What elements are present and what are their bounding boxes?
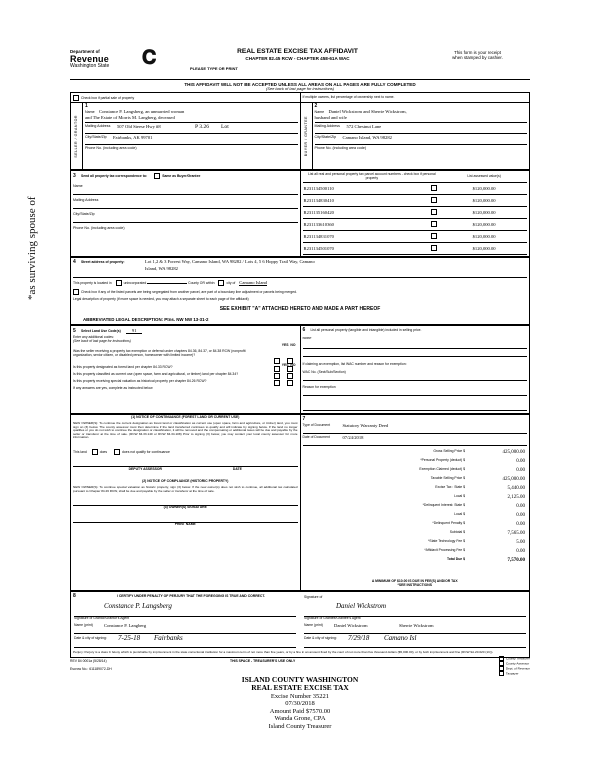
tax-correspondence-box: 3 Send all property tax correspondence to: Same as Buyer/Grantee Name Mailing Address City/State/Zip Phone No. (including area code) (71, 171, 301, 257)
buyer-name-field[interactable]: Name Daniel Wickstrom and Sherrie Wickstrom, husband and wife (315, 110, 528, 123)
buyer-phone-field[interactable]: Phone No. (including area code) (314, 146, 367, 151)
box5-land-use: 5 Select Land Use Code(s) 91 Enter any additional codes: (See back of last page for instructions) Was the seller receiving a property tax exemption or deferral under chapters 84.36, 84.37, or 84.38 RCW (nonprofit organization, senior citizen, or disabled person, homeowner with limited income)? YES NO YES NO Is this property designated as forest land per chapter 84.33 RCW? Is this property classified as current use (open space, farm and agricultural, or timber) land per chapter 84.34? Is this property receiving special valuation as historical property per chapter 84.26 RCW? If any answers are yes, complete as instructed below (71, 326, 301, 414)
land-use-code-value[interactable]: 91 (126, 328, 143, 334)
tax-row: Gross Selling Price $ 425,000.00 (433, 448, 525, 455)
copy-distribution: County Treasurer County Assessor Dept. of Revenue Taxpayer (499, 656, 530, 676)
parcel-header: List all real and personal property tax parcel account numbers - check box if personal property (303, 172, 442, 182)
seller-box: SELLER / GRANTOR 1 Name Constance P. Langsberg, an unmarried woman and The Estate of Morris M. Langberg, deceased Mailing Address 507 Old Steese Hwy #8 P 3.26 Lot City/State/Zip Fairbanks, AK 99701 Phone No. (including area code) (71, 103, 301, 170)
legal-desc-label: Legal description of property (if more space is needed, you may attach a separate sheet to each page of the affidavit) (73, 297, 249, 302)
exemption-yes-checkbox[interactable] (274, 358, 280, 364)
buyer-box: BUYER / GRANTEE 2 Name Daniel Wickstrom and Sherrie Wickstrom, husband and wife Mailing Address 572 Chestnut Lane City/State/Zip Camano Island, WA 98282 Phone No. (including area code) (300, 103, 530, 170)
continuance-and-tax-table (70, 414, 530, 591)
box6-personal-property: 6 List all personal property (tangible and intangible) included in selling price. none If claiming an exemption, list WAC number and reason for exemption: WAC No. (Sect/Sub/Section) Reason for exemption (300, 326, 530, 414)
corr-citystatezip-field[interactable]: City/State/Zip (73, 212, 298, 223)
city-checkbox[interactable] (218, 280, 224, 286)
department-logo: Department of Revenue Washington State (70, 49, 110, 70)
corr-mailing-field[interactable]: Mailing Address (73, 198, 298, 209)
accept-warning: THIS AFFIDAVIT WILL NOT BE ACCEPTED UNLESS ALL AREAS ON ALL PAGES ARE FULLY COMPLETED (70, 79, 530, 87)
segregation-line: Check box if any of the listed parcels are being segregated from another parcel, are part of a boundary line adjustment or parcels being merged. (73, 289, 527, 295)
table-row: R231133610360 $120,000.00 (303, 219, 528, 231)
tax-row: Local $ 2,125.00 (454, 493, 525, 500)
tax-row: Exemption Claimed (deduct) $ 0.00 (419, 466, 525, 473)
print-instruction: PLEASE TYPE OR PRINT (190, 66, 238, 71)
handwritten-annotation: *as surviving spouse of (26, 196, 38, 300)
buyer-mailing-field[interactable]: Mailing Address 572 Chestnut Lane (315, 124, 528, 134)
tax-row: Subtotal $ 7,565.00 (449, 529, 525, 536)
historic-no-checkbox[interactable] (287, 380, 293, 386)
parties-table (70, 92, 530, 170)
tax-row: *Personal Property (deduct) $ 0.00 (420, 457, 525, 464)
tax-row: *Delinquent Interest: State $ 0.00 (422, 502, 525, 509)
personal-property-checkbox[interactable] (431, 233, 437, 239)
wac-number-field[interactable]: WAC No. (Sect/Sub/Section) (303, 370, 528, 381)
escrow-number: Escrow No.: 611189072-DH (70, 666, 112, 671)
forest-land-yes-checkbox[interactable] (274, 366, 280, 372)
form-header (70, 45, 530, 79)
table-row: R231135160420 $120,000.00 (303, 207, 528, 219)
partial-sale-checkbox[interactable] (73, 95, 79, 101)
same-as-buyer-checkbox[interactable] (154, 173, 160, 179)
tax-row: *Affidavit Processing Fee $ 0.00 (424, 547, 525, 554)
corr-phone-field[interactable]: Phone No. (including area code) (73, 225, 125, 230)
assessed-value-header: List assessed value(s) (441, 172, 527, 182)
multiple-owners-cell: If multiple owners, list percentage of ownership next to name. (300, 93, 530, 103)
tax-row-total: Total Due $ 7,570.00 (446, 556, 525, 563)
abbreviated-legal: ABBREVIATED LEGAL DESCRIPTION: Ptns. NW NW 13-31-2 (83, 316, 209, 322)
revenue-swirl-icon: 𝐂 (142, 47, 157, 69)
form-title: REAL ESTATE EXCISE TAX AFFIDAVIT CHAPTER 82.45 RCW - CHAPTER 458-61A WAC (237, 48, 358, 61)
document-date-field[interactable]: Date of Document 07/24/2018 (303, 435, 528, 446)
parcel-list-box (300, 171, 530, 257)
footer-bar: REV 84 0001a (5/28/14) THIS SPACE - TREASURER'S USE ONLY County Treasurer County Assessor Dept. of Revenue Taxpayer Escrow No.: 611189072-DH (70, 655, 530, 675)
unincorporated-checkbox[interactable] (116, 280, 122, 286)
does-not-qualify-checkbox[interactable] (114, 449, 120, 455)
tax-row: Local $ 0.00 (454, 511, 525, 518)
forest-land-no-checkbox[interactable] (287, 366, 293, 372)
grantee-signature: Daniel Wickstrom (336, 602, 387, 611)
accept-warning-sub: (See back of last page for instructions) (265, 85, 335, 91)
perjury-note: Perjury: Perjury is a class C felony which is punishable by imprisonment in the state correctional institution for a maximum term of not more than five years, or by a fine in an amount fixed by the court of not more than five thousand dollars ($5,000.00), or by both imprisonment and fine (RCW 9A.20.020 (1C)). (73, 650, 494, 655)
exemption-reason-field[interactable]: Reason for exemption (303, 385, 528, 396)
historic-yes-checkbox[interactable] (274, 380, 280, 386)
tax-row: Excise Tax : State $ 5,440.00 (435, 484, 525, 491)
buyer-band: BUYER / GRANTEE (301, 103, 313, 169)
seller-citystatezip-field[interactable]: City/State/Zip Fairbanks, AK 99701 (85, 135, 298, 145)
copy-taxpayer-checkbox[interactable] (499, 671, 504, 676)
box8-certification: 8 I CERTIFY UNDER PENALTY OF PERJURY THAT THE FOREGOING IS TRUE AND CORRECT. Constance P. Langsberg Signature of Grantor/Grantor's Agent Name (print) Constance P. Langberg Date & city of signing: 7-25-18 Fairbanks Signature of Daniel Wickstrom Signature of Grantee/Grantee's Agent Name (print) Daniel Wickstrom Sherrie Wickstrom Date & city of signing: 7/29/18 Camano Isl Perjury: Perjury is a class C felony which is punishable by imprisonment in the state correctional institution for a maximum term of not more than five years, or by a fine in an amount fixed by the court of not more than five thousand dollars ($5,000.00), or by both imprisonment and fine (RCW 9A.20.020 (1C)). (70, 591, 530, 658)
table-row: R231134501070 $120,000.00 (303, 243, 528, 255)
tax-row: Taxable Selling Price $ 425,000.00 (430, 475, 525, 482)
seller-name-field[interactable]: Name Constance P. Langsberg, an unmarried woman and The Estate of Morris M. Langberg, deceased (85, 110, 298, 123)
grantor-signature-cell: Constance P. Langsberg Signature of Grantor/Grantor's Agent Name (print) Constance P. Langberg Date & city of signing: 7-25-18 Fairbanks (73, 601, 300, 649)
box3-table (70, 170, 530, 257)
seller-mailing-field[interactable]: Mailing Address 507 Old Steese Hwy #8 P 3.26 Lot (85, 124, 298, 134)
seller-band: SELLER / GRANTOR (71, 103, 83, 169)
location-line: This property is located in unincorporated County OR within city of Camano Island (73, 280, 267, 286)
box4-property-address: 4 Street address of property: Lot 1,2 & 3 Forrest Way, Camano Island, WA 98282 / Lots 4, 5 6 Hoppy Trail Way, Camano Island, WA 98282 This property is located in unincorporated County OR within city of Camano Island Check box if any of the listed parcels are being segregated from another parcel, are part of a boundary line adjustment or parcels being merged. Legal description of property (if more space is needed, you may attach a separate sheet to each page of the affidavit) SEE EXHIBIT "A" ATTACHED HERETO AND MADE A PART HEREOF ABBREVIATED LEGAL DESCRIPTION: Ptns. NW NW 13-31-2 (70, 257, 530, 325)
table-row: R231134831070 $120,000.00 (303, 231, 528, 243)
current-use-no-checkbox[interactable] (287, 373, 293, 379)
current-use-yes-checkbox[interactable] (274, 373, 280, 379)
personal-property-checkbox[interactable] (431, 185, 437, 191)
table-row: R231134500110 $120,000.00 (303, 183, 528, 195)
personal-property-checkbox[interactable] (431, 209, 437, 215)
table-row: R231134830410 $120,000.00 (303, 195, 528, 207)
receipt-note: This form is your receipt when stamped by cashier. (452, 50, 503, 61)
personal-property-checkbox[interactable] (431, 197, 437, 203)
treasurer-stamp: ISLAND COUNTY WASHINGTON REAL ESTATE EXCISE TAX Excise Number 35221 07/30/2018 Amount Paid $7570.00 Wanda Grone, CPA Island County Treasurer (241, 674, 359, 730)
parcel-table (303, 172, 528, 255)
segregation-checkbox[interactable] (73, 289, 79, 295)
box7-tax-calc: 7 Type of Document Statutory Warranty Deed Date of Document 07/24/2018 Gross Selling Price $ 425,000.00 *Personal Property (deduct) $ 0.00 Exemption Claimed (deduct) $ 0.00 Taxable Selling Price $ 425,000.00 Excise Tax : State $ 5,440.00 Local $ 2,125.00 *Delinquent Interest: State $ 0.00 Local $ 0.00 *Delinquent Penalty $ 0.00 Subtotal $ 7,565.00 *State Technology Fee $ 5.00 *Affidavit Processing Fee $ 0.00 Total Due $ 7,570.00 A MINIMUM OF $10.00 IS DUE IN FEE(S) AND/OR TAX *SEE INSTRUCTIONS (300, 414, 530, 590)
exhibit-line: SEE EXHIBIT "A" ATTACHED HERETO AND MADE A PART HEREOF (219, 306, 381, 313)
grantee-signature-cell: Signature of Daniel Wickstrom Signature of Grantee/Grantee's Agent Name (print) Daniel Wickstrom Sherrie Wickstrom Date & city of signing: 7/29/18 Camano Isl (300, 601, 527, 649)
box56-table (70, 325, 530, 414)
partial-sale-cell: Check box if partial sale of property (71, 93, 301, 103)
personal-property-checkbox[interactable] (431, 221, 437, 227)
continuance-box: (1) NOTICE OF CONTINUANCE (FOREST LAND OR CURRENT USE) NEW OWNER(S): To continue the current designation as forest land or classification as current use (open space, farm and agriculture, or timber) land, you must sign on (3) below. The county assessor must then determine if the land transferred continues to qualify and will indicate by signing below. If the land no longer qualifies or you do not wish to continue the designation or classification, it will be removed and the compensating or additional taxes will be due and payable by the seller or transferor at the time of sale. (RCW 84.33.140 or RCW 84.34.108) Prior to signing (3) below, you may contact your local county assessor for more information. This land does does not qualify for continuance DEPUTY ASSESSOR DATE (2) NOTICE OF COMPLIANCE (HISTORIC PROPERTY) NEW OWNER(S): To continue special valuation as historic property, sign (3) below. If the new owner(s) does not wish to continue, all additional tax calculated pursuant to Chapter 84.26 RCW, shall be due and payable by the seller or transferor at the time of sale. (3) OWNER(S) SIGNATURE PRINT NAME (71, 414, 301, 590)
buyer-citystatezip-field[interactable]: City/State/Zip Camano Island, WA 98282 (315, 135, 528, 145)
personal-property-checkbox[interactable] (431, 245, 437, 251)
tax-row: *State Technology Fee $ 5.00 (428, 538, 525, 545)
corr-name-field[interactable]: Name (73, 184, 298, 195)
document-type-field[interactable]: Type of Document Statutory Warranty Deed (303, 423, 528, 434)
excise-tax-affidavit (70, 45, 530, 735)
tax-row: *Delinquent Penalty $ 0.00 (432, 520, 525, 527)
grantor-signature: Constance P. Langsberg (104, 602, 172, 611)
does-qualify-checkbox[interactable] (92, 449, 98, 455)
seller-phone-field[interactable]: Phone No. (including area code) (85, 146, 137, 151)
personal-property-value: none (302, 335, 312, 341)
